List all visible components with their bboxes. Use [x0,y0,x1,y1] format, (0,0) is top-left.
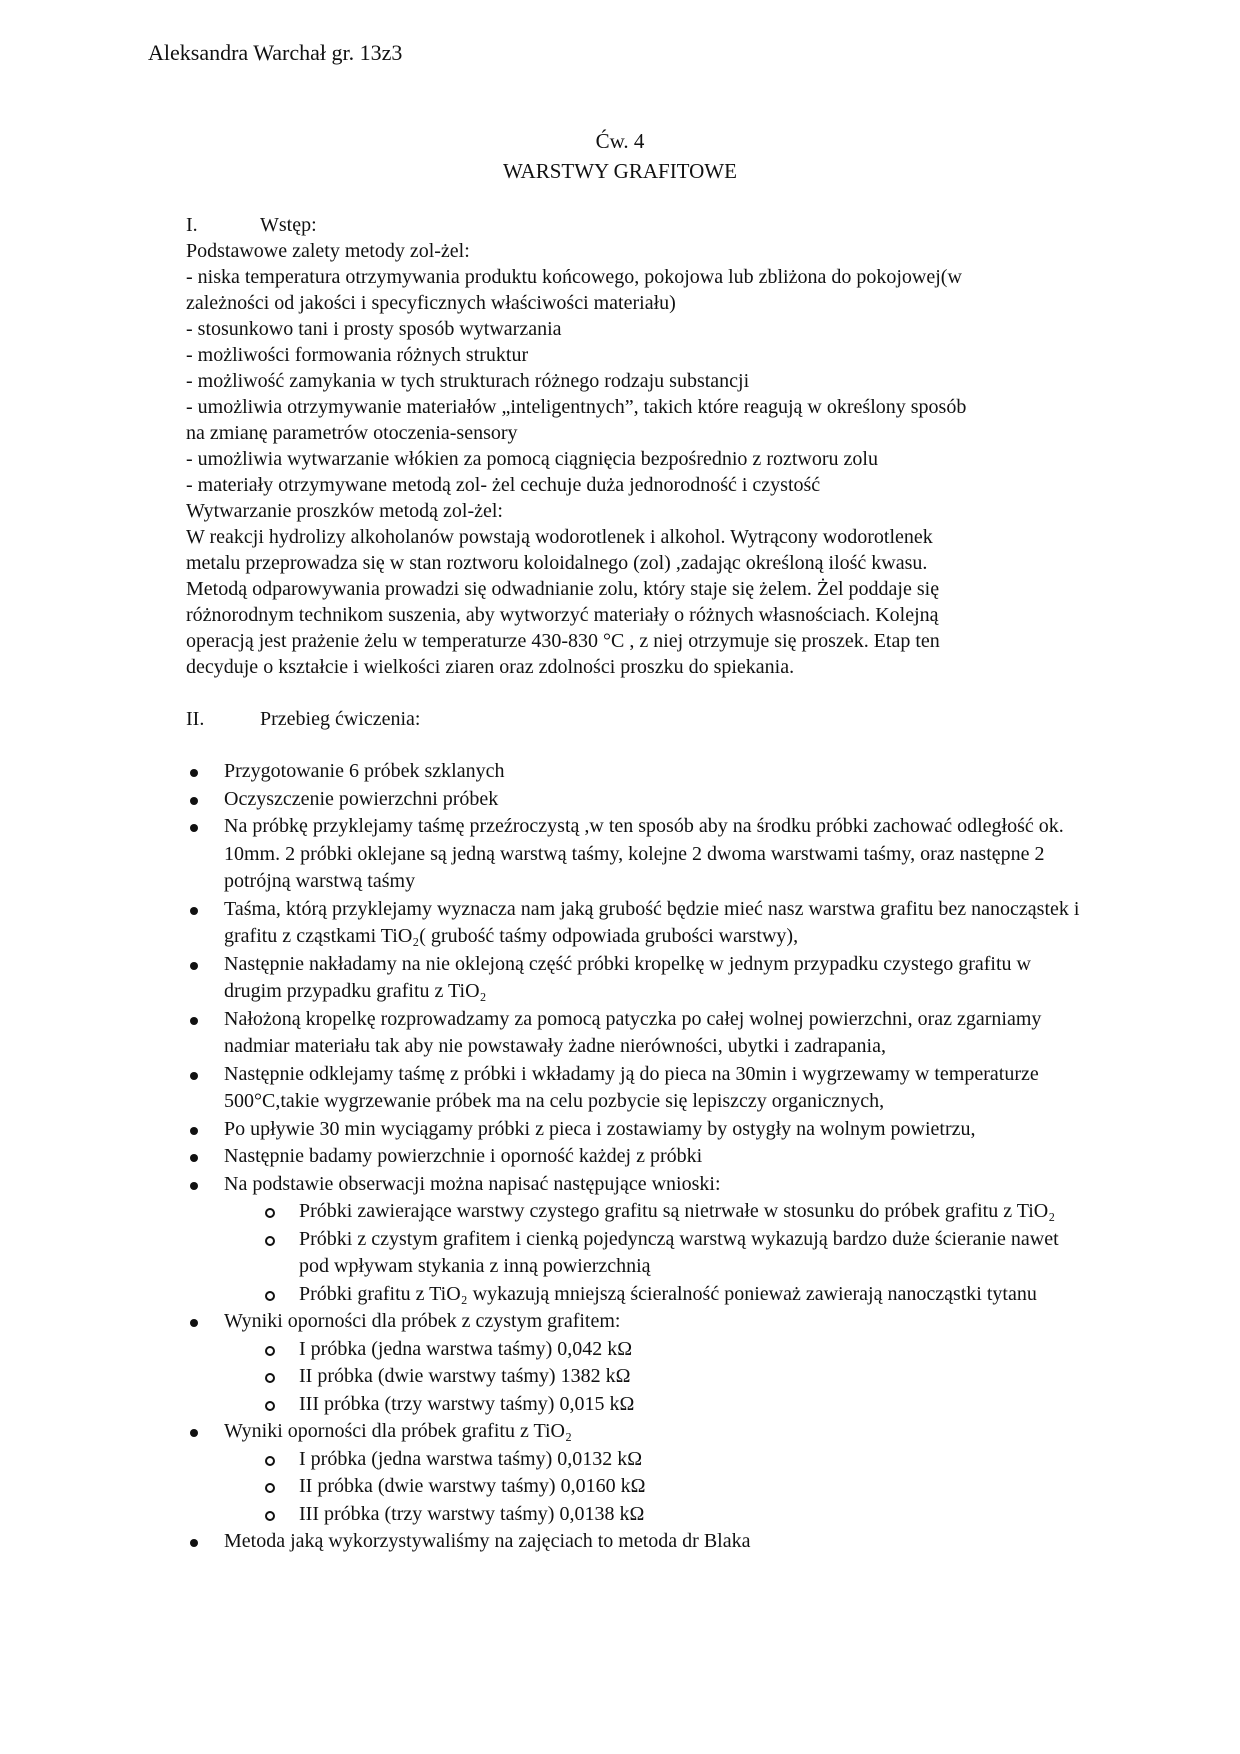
section-number: I. [186,214,198,236]
author-header: Aleksandra Warchał gr. 13z3 [148,40,403,65]
intro-line: decyduje o kształcie i wielkości ziaren oraz zdolności proszku do spiekania. [186,656,795,678]
sub-list-item: Próbki grafitu z TiO₂ wykazują mniejszą ścieralność ponieważ zawierają nanocząstki tytanu [224,1281,1086,1309]
procedure-item-text: Na podstawie obserwacji można napisać następujące wnioski: [224,1172,721,1195]
procedure-item [186,1006,1086,1061]
procedure-item-text: Taśma, którą przyklejamy wyznacza nam jaką grubość będzie mieć nasz warstwa grafitu bez nanocząstek i grafitu z cząstkami TiO₂( grubość taśmy odpowiada grubości warstwy), [224,897,1080,947]
intro-line: - umożliwia otrzymywanie materiałów „inteligentnych”, takich które reagują w określony sposób [186,396,967,418]
procedure-item-text: Na próbkę przyklejamy taśmę przeźroczystą ,w ten sposób aby na środku próbki zachować odległość ok. 10mm. 2 próbki oklejane są jedną warstwą taśmy, kolejne 2 dwoma warstwami taśmy, oraz następne 2 potrójną warstwą taśmy [224,815,1064,892]
sub-list-item: III próbka (trzy warstwy taśmy) 0,0138 kΩ [224,1501,1086,1529]
sub-list-item: II próbka (dwie warstwy taśmy) 1382 kΩ [224,1363,1086,1391]
procedure-item [186,1308,1086,1418]
procedure-item-text: Następnie badamy powierzchnie i oporność każdej z próbki [224,1145,703,1167]
procedure-item-text: Przygotowanie 6 próbek szklanych [224,760,505,782]
sub-list-item: Próbki z czystym grafitem i cienką pojedynczą warstwą wykazują bardzo duże ścieranie nawet pod wpływam stykania z inną powierzchnią [224,1226,1086,1281]
procedure-item [186,786,1086,814]
procedure-item [186,758,1086,786]
procedure-item [186,813,1086,896]
intro-line: operacją jest prażenie żelu w temperaturze 430-830 °C , z niej otrzymuje się proszek. Etap ten [186,630,940,652]
sub-list-item: I próbka (jedna warstwa taśmy) 0,042 kΩ [224,1336,1086,1364]
intro-line: Metodą odparowywania prowadzi się odwadnianie zolu, który staje się żelem. Żel poddaje się [186,578,940,600]
procedure-item-text: Następnie nakładamy na nie oklejoną część próbki kropelkę w jednym przypadku czystego grafitu w drugim przypadku grafitu z TiO₂ [224,952,1031,1002]
intro-line: metalu przeprowadza się w stan roztworu koloidalnego (zol) ,zadając określoną ilość kwasu. [186,552,928,574]
procedure-item [186,1171,1086,1309]
intro-line: - umożliwia wytwarzanie włókien za pomocą ciągnięcia bezpośrednio z roztworu zolu [186,448,878,470]
sub-list-item: II próbka (dwie warstwy taśmy) 0,0160 kΩ [224,1473,1086,1501]
intro-text [186,238,1086,680]
intro-line: - stosunkowo tani i prosty sposób wytwarzania [186,318,562,340]
intro-line: - materiały otrzymywane metodą zol- żel cechuje duża jednorodność i czystość [186,474,821,496]
title-block [0,126,1240,186]
intro-line: Podstawowe zalety metody zol-żel: [186,240,470,262]
document-body [186,212,1086,1556]
sub-list-item: Próbki zawierające warstwy czystego grafitu są nietrwałe w stosunku do próbek grafitu z TiO₂ [224,1198,1086,1226]
procedure-list [186,758,1086,1556]
procedure-item-text: Wyniki oporności dla próbek grafitu z TiO₂ [224,1420,572,1442]
section-heading-procedure [186,706,1086,732]
exercise-number: Ćw. 4 [595,129,645,153]
procedure-item [186,1061,1086,1116]
intro-line: W reakcji hydrolizy alkoholanów powstają wodorotlenek i alkohol. Wytrącony wodorotlenek [186,526,933,548]
procedure-item-text: Następnie odklejamy taśmę z próbki i wkładamy ją do pieca na 30min i wygrzewamy w temperaturze 500°C,takie wygrzewanie próbek ma na celu pozbycie się lepiszczy organicznych, [224,1062,1039,1112]
intro-line: na zmianę parametrów otoczenia-sensory [186,422,518,444]
sub-list [224,1446,1086,1529]
intro-line: Wytwarzanie proszków metodą zol-żel: [186,500,503,522]
sub-list [224,1198,1086,1308]
procedure-item-text: Wyniki oporności dla próbek z czystym grafitem: [224,1310,621,1332]
procedure-item [186,896,1086,951]
sub-list-item: I próbka (jedna warstwa taśmy) 0,0132 kΩ [224,1446,1086,1474]
intro-line: - możliwość zamykania w tych strukturach różnego rodzaju substancji [186,370,750,392]
sub-list-item: III próbka (trzy warstwy taśmy) 0,015 kΩ [224,1391,1086,1419]
sub-list [224,1336,1086,1419]
intro-line: - niska temperatura otrzymywania produktu końcowego, pokojowa lub zbliżona do pokojowej(w [186,266,962,288]
intro-line: - możliwości formowania różnych struktur [186,344,529,366]
section-title: Przebieg ćwiczenia: [260,708,421,730]
document-title: WARSTWY GRAFITOWE [503,159,737,183]
procedure-item [186,1116,1086,1144]
intro-line: zależności od jakości i specyficznych właściwości materiału) [186,292,676,314]
procedure-item-text: Oczyszczenie powierzchni próbek [224,787,499,810]
section-number: II. [186,708,205,730]
intro-line: różnorodnym technikom suszenia, aby wytworzyć materiały o różnych własnościach. Kolejną [186,604,939,626]
procedure-item [186,1418,1086,1528]
procedure-item-text: Nałożoną kropelkę rozprowadzamy za pomocą patyczka po całej wolnej powierzchni, oraz zgarniamy nadmiar materiału tak aby nie powstawały żadne nierówności, ubytki i zadrapania, [224,1007,1042,1057]
procedure-item-text: Metoda jaką wykorzystywaliśmy na zajęciach to metoda dr Blaka [224,1530,751,1552]
section-heading-intro [186,212,1086,238]
procedure-item [186,951,1086,1006]
procedure-item [186,1528,1086,1556]
procedure-item-text: Po upływie 30 min wyciągamy próbki z pieca i zostawiamy by ostygły na wolnym powietrzu, [224,1117,976,1140]
section-title: Wstęp: [260,214,317,236]
procedure-item [186,1143,1086,1171]
